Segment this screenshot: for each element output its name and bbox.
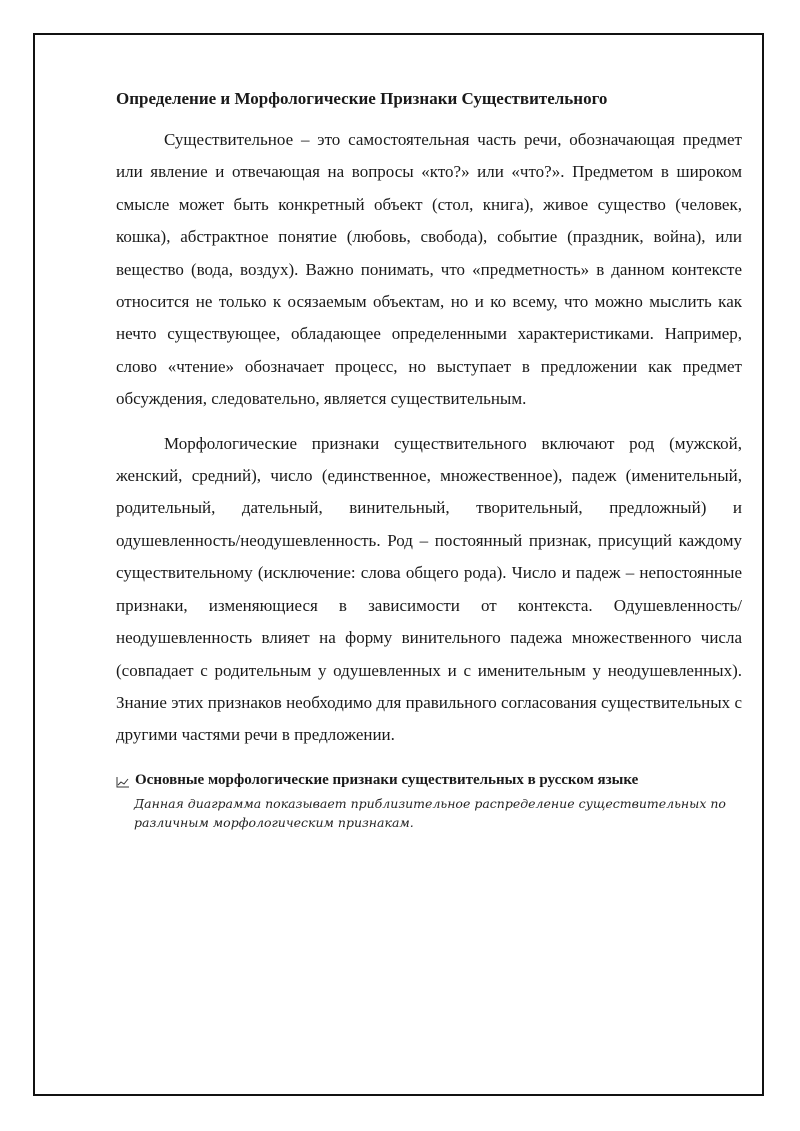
figure-title-row <box>116 770 742 790</box>
figure-description: Данная диаграмма показывает приблизительное распределение существительных по различным морфологическим признакам. <box>134 795 726 830</box>
section-heading: Определение и Морфологические Признаки Существительного <box>116 89 608 108</box>
paragraph-morphology: Морфологические признаки существительного включают род (мужской, женский, средний), число (единственное, множественное), падеж (именительный, родительный, дательный, винительный, творительный, предложный) и одушевленность/неодушевленность. Род – постоянный признак, присущий каждому существительному (исключение: слова общего рода). Число и падеж – непостоянные признаки, изменяющиеся в зависимости от контекста. Одушевленность/неодушевленность влияет на форму винительного падежа множественного числа (совпадает с родительным у одушевленных и с именительным у неодушевленных). Знание этих признаков необходимо для правильного согласования существительных с другими частями речи в предложении. <box>116 433 742 745</box>
document-body <box>116 88 742 832</box>
figure-caption <box>116 770 742 832</box>
chart-line-icon <box>116 774 130 786</box>
paragraph-definition: Существительное – это самостоятельная часть речи, обозначающая предмет или явление и отвечающая на вопросы «кто?» или «что?». Предметом в широком смысле может быть конкретный объект (стол, книга), живое существо (человек, кошка), абстрактное понятие (любовь, свобода), событие (праздник, война), или вещество (вода, воздух). Важно понимать, что «предметность» в данном контексте относится не только к осязаемым объектам, но и ко всему, что можно мыслить как нечто существующее, обладающее определенными характеристиками. Например, слово «чтение» обозначает процесс, но выступает в предложении как предмет обсуждения, следовательно, является существительным. <box>116 130 742 409</box>
figure-title: Основные морфологические признаки существительных в русском языке <box>135 771 639 788</box>
